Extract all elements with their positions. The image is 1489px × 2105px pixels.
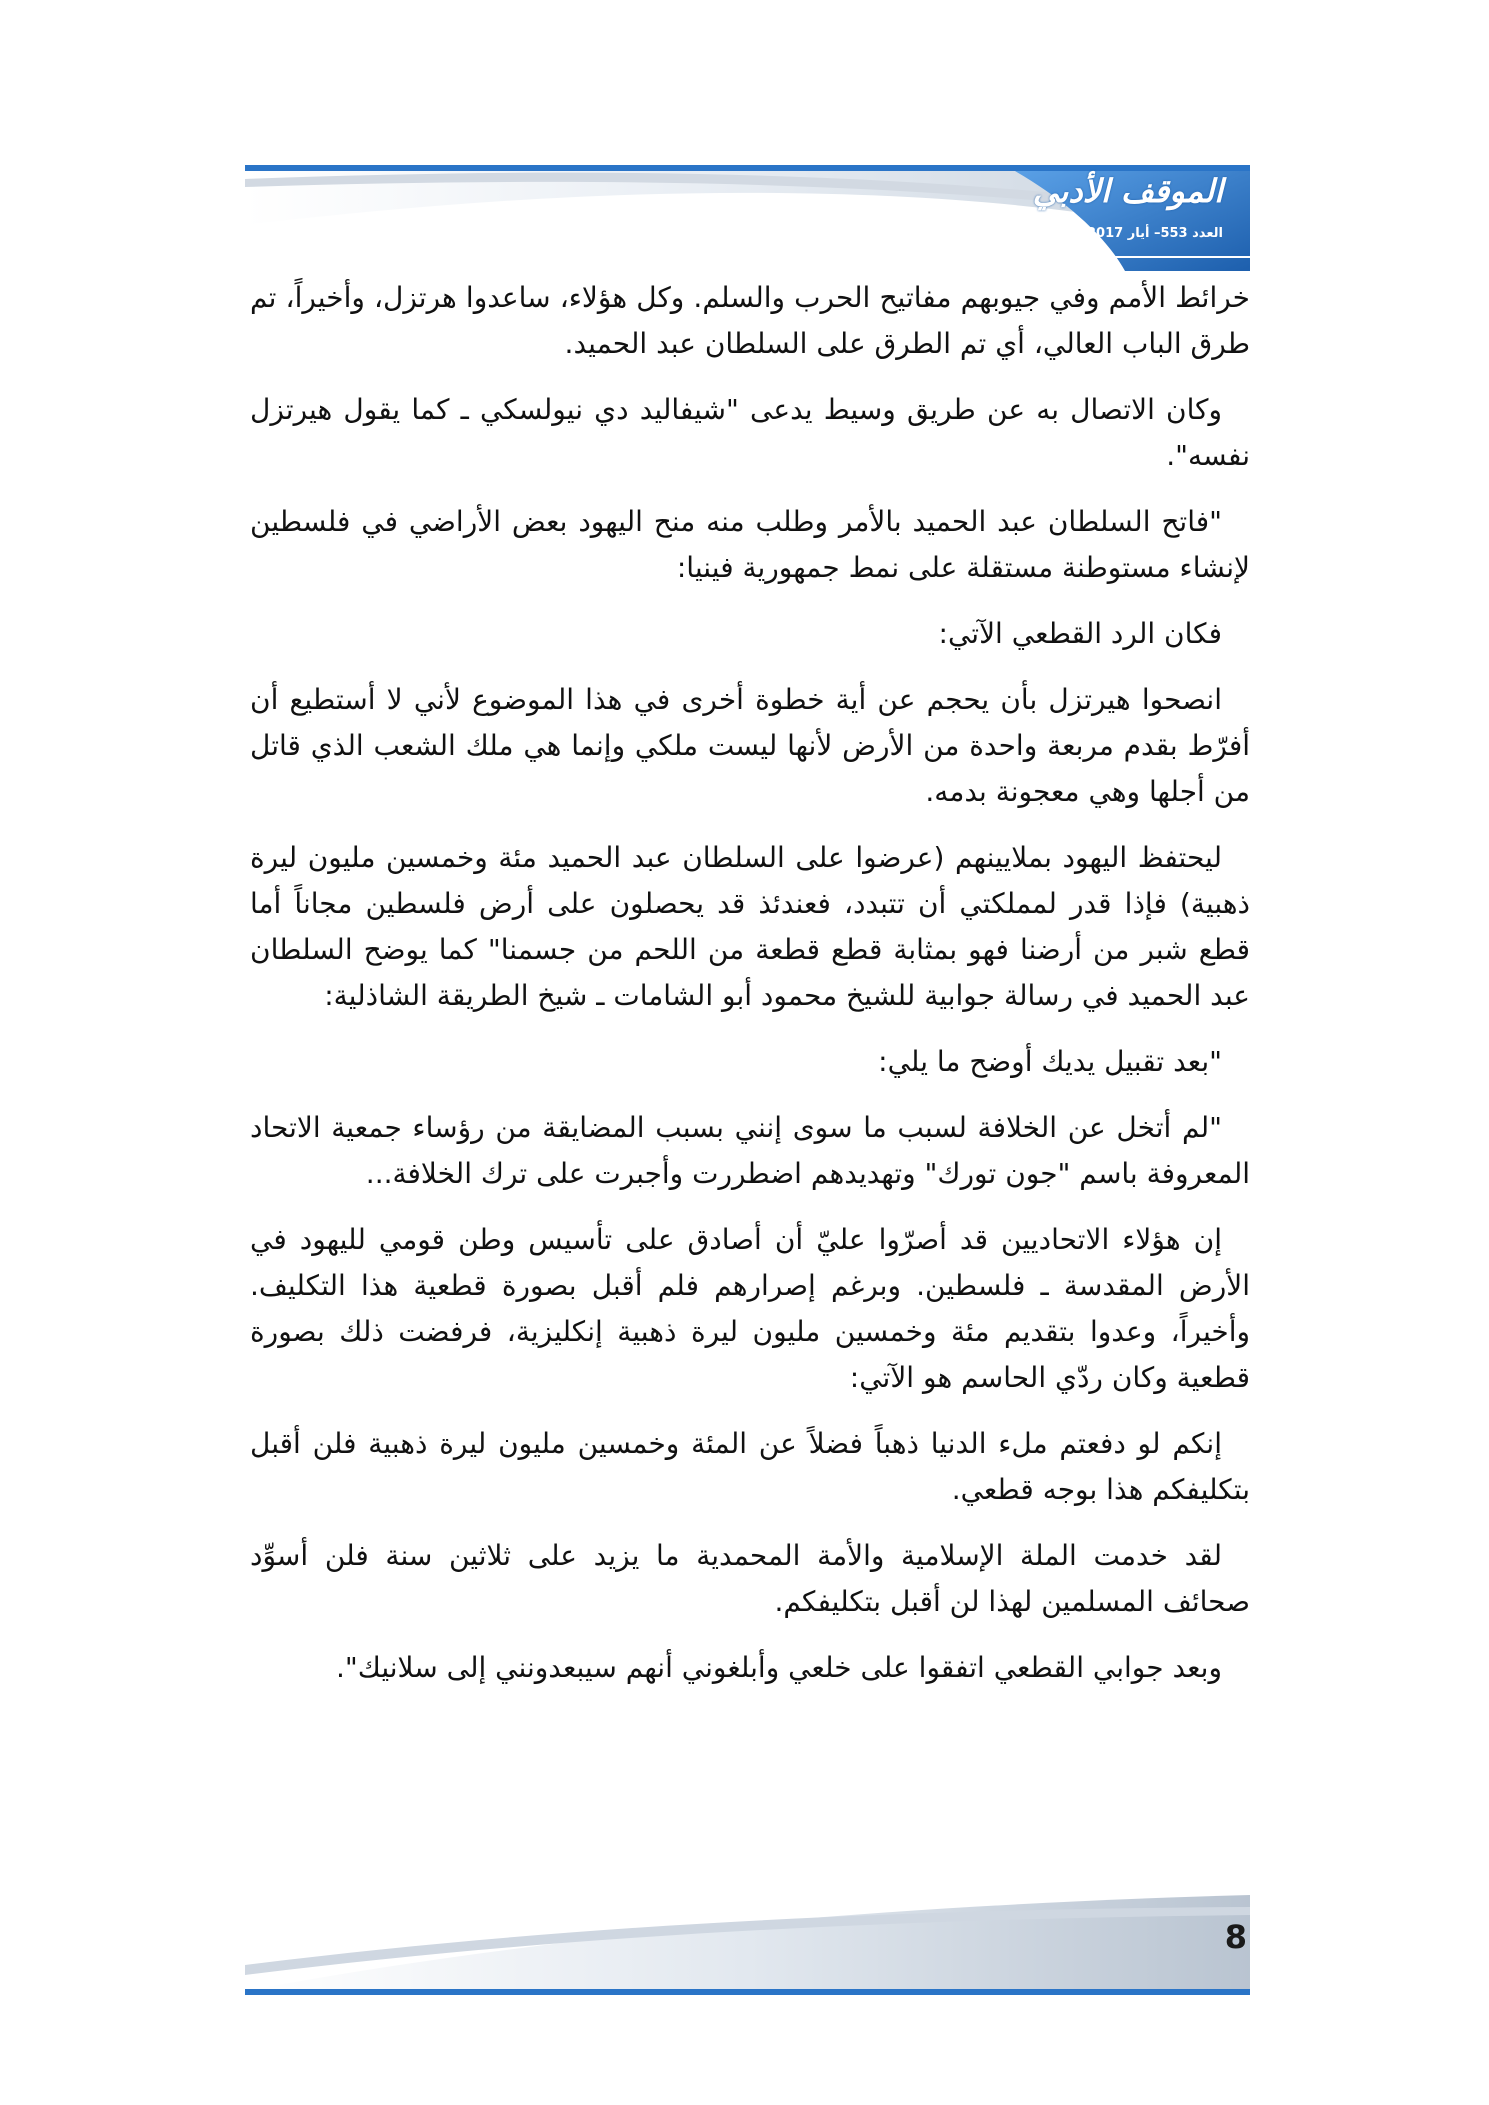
paragraph: "فاتح السلطان عبد الحميد بالأمر وطلب منه منح اليهود بعض الأراضي في فلسطين لإنشاء مستوطنة مستقلة على نمط جمهورية فينيا: [250,505,1250,584]
issue-info: العدد 553– أيار 2017/ [1082,226,1223,241]
paragraph: انصحوا هيرتزل بأن يحجم عن أية خطوة أخرى في هذا الموضوع لأني لا أستطيع أن أفرّط بقدم مربعة واحدة من الأرض لأنها ليست ملكي وإنما هي ملك الشعب الذي قاتل من أجلها وهي معجونة بدمه. [250,683,1250,808]
paragraph: إن هؤلاء الاتحاديين قد أصرّوا عليّ أن أصادق على تأسيس وطن قومي لليهود في الأرض المقدسة ـ فلسطين. وبرغم إصرارهم فلم أقبل بصورة قطعية هذا التكليف. وأخيراً، وعدوا بتقديم مئة وخمسين مليون ليرة ذهبية إنكليزية، فرفضت ذلك بصورة قطعية وكان ردّي الحاسم هو الآتي: [250,1223,1250,1394]
paragraph: إنكم لو دفعتم ملء الدنيا ذهباً فضلاً عن المئة وخمسين مليون ليرة ذهبية فلن أقبل بتكليفكم هذا بوجه قطعي. [250,1427,1250,1506]
paragraph: فكان الرد القطعي الآتي: [938,617,1222,650]
paragraph: "لم أتخل عن الخلافة لسبب ما سوى إنني بسبب المضايقة من رؤساء جمعية الاتحاد المعروفة باسم "جون تورك" وتهديدهم اضطررت وأجبرت على ترك الخلافة... [250,1111,1250,1190]
footer-wave-graphic [245,1895,1250,1995]
paragraph: خرائط الأمم وفي جيوبهم مفاتيح الحرب والسلم. وكل هؤلاء، ساعدوا هرتزل، وأخيراً، تم طرق الباب العالي، أي تم الطرق على السلطان عبد الحميد. [250,281,1250,360]
paragraph: وكان الاتصال به عن طريق وسيط يدعى "شيفاليد دي نيولسكي ـ كما يقول هيرتزل نفسه". [250,393,1250,472]
paragraph: وبعد جوابي القطعي اتفقوا على خلعي وأبلغوني أنهم سيبعدونني إلى سلانيك". [335,1651,1222,1684]
footer-banner [245,1895,1250,1995]
page-number: 8 [1224,1918,1247,1956]
paragraph: لقد خدمت الملة الإسلامية والأمة المحمدية ما يزيد على ثلاثين سنة فلن أسوِّد صحائف المسلمين لهذا لن أقبل بتكليفكم. [250,1539,1250,1618]
paragraph: "بعد تقبيل يديك أوضح ما يلي: [878,1045,1222,1078]
magazine-logo: الموقف الأدبي [1032,172,1223,210]
article-body [250,275,1250,1711]
paragraph: ليحتفظ اليهود بملايينهم (عرضوا على السلطان عبد الحميد مئة وخمسين مليون ليرة ذهبية) فإذا قدر لمملكتي أن تتبدد، فعندئذ قد يحصلون على أرض فلسطين مجاناً أما قطع شبر من أرضنا فهو بمثابة قطع قطعة من اللحم من جسمنا" كما يوضح السلطان عبد الحميد في رسالة جوابية للشيخ محمود أبو الشامات ـ شيخ الطريقة الشاذلية: [250,841,1250,1012]
